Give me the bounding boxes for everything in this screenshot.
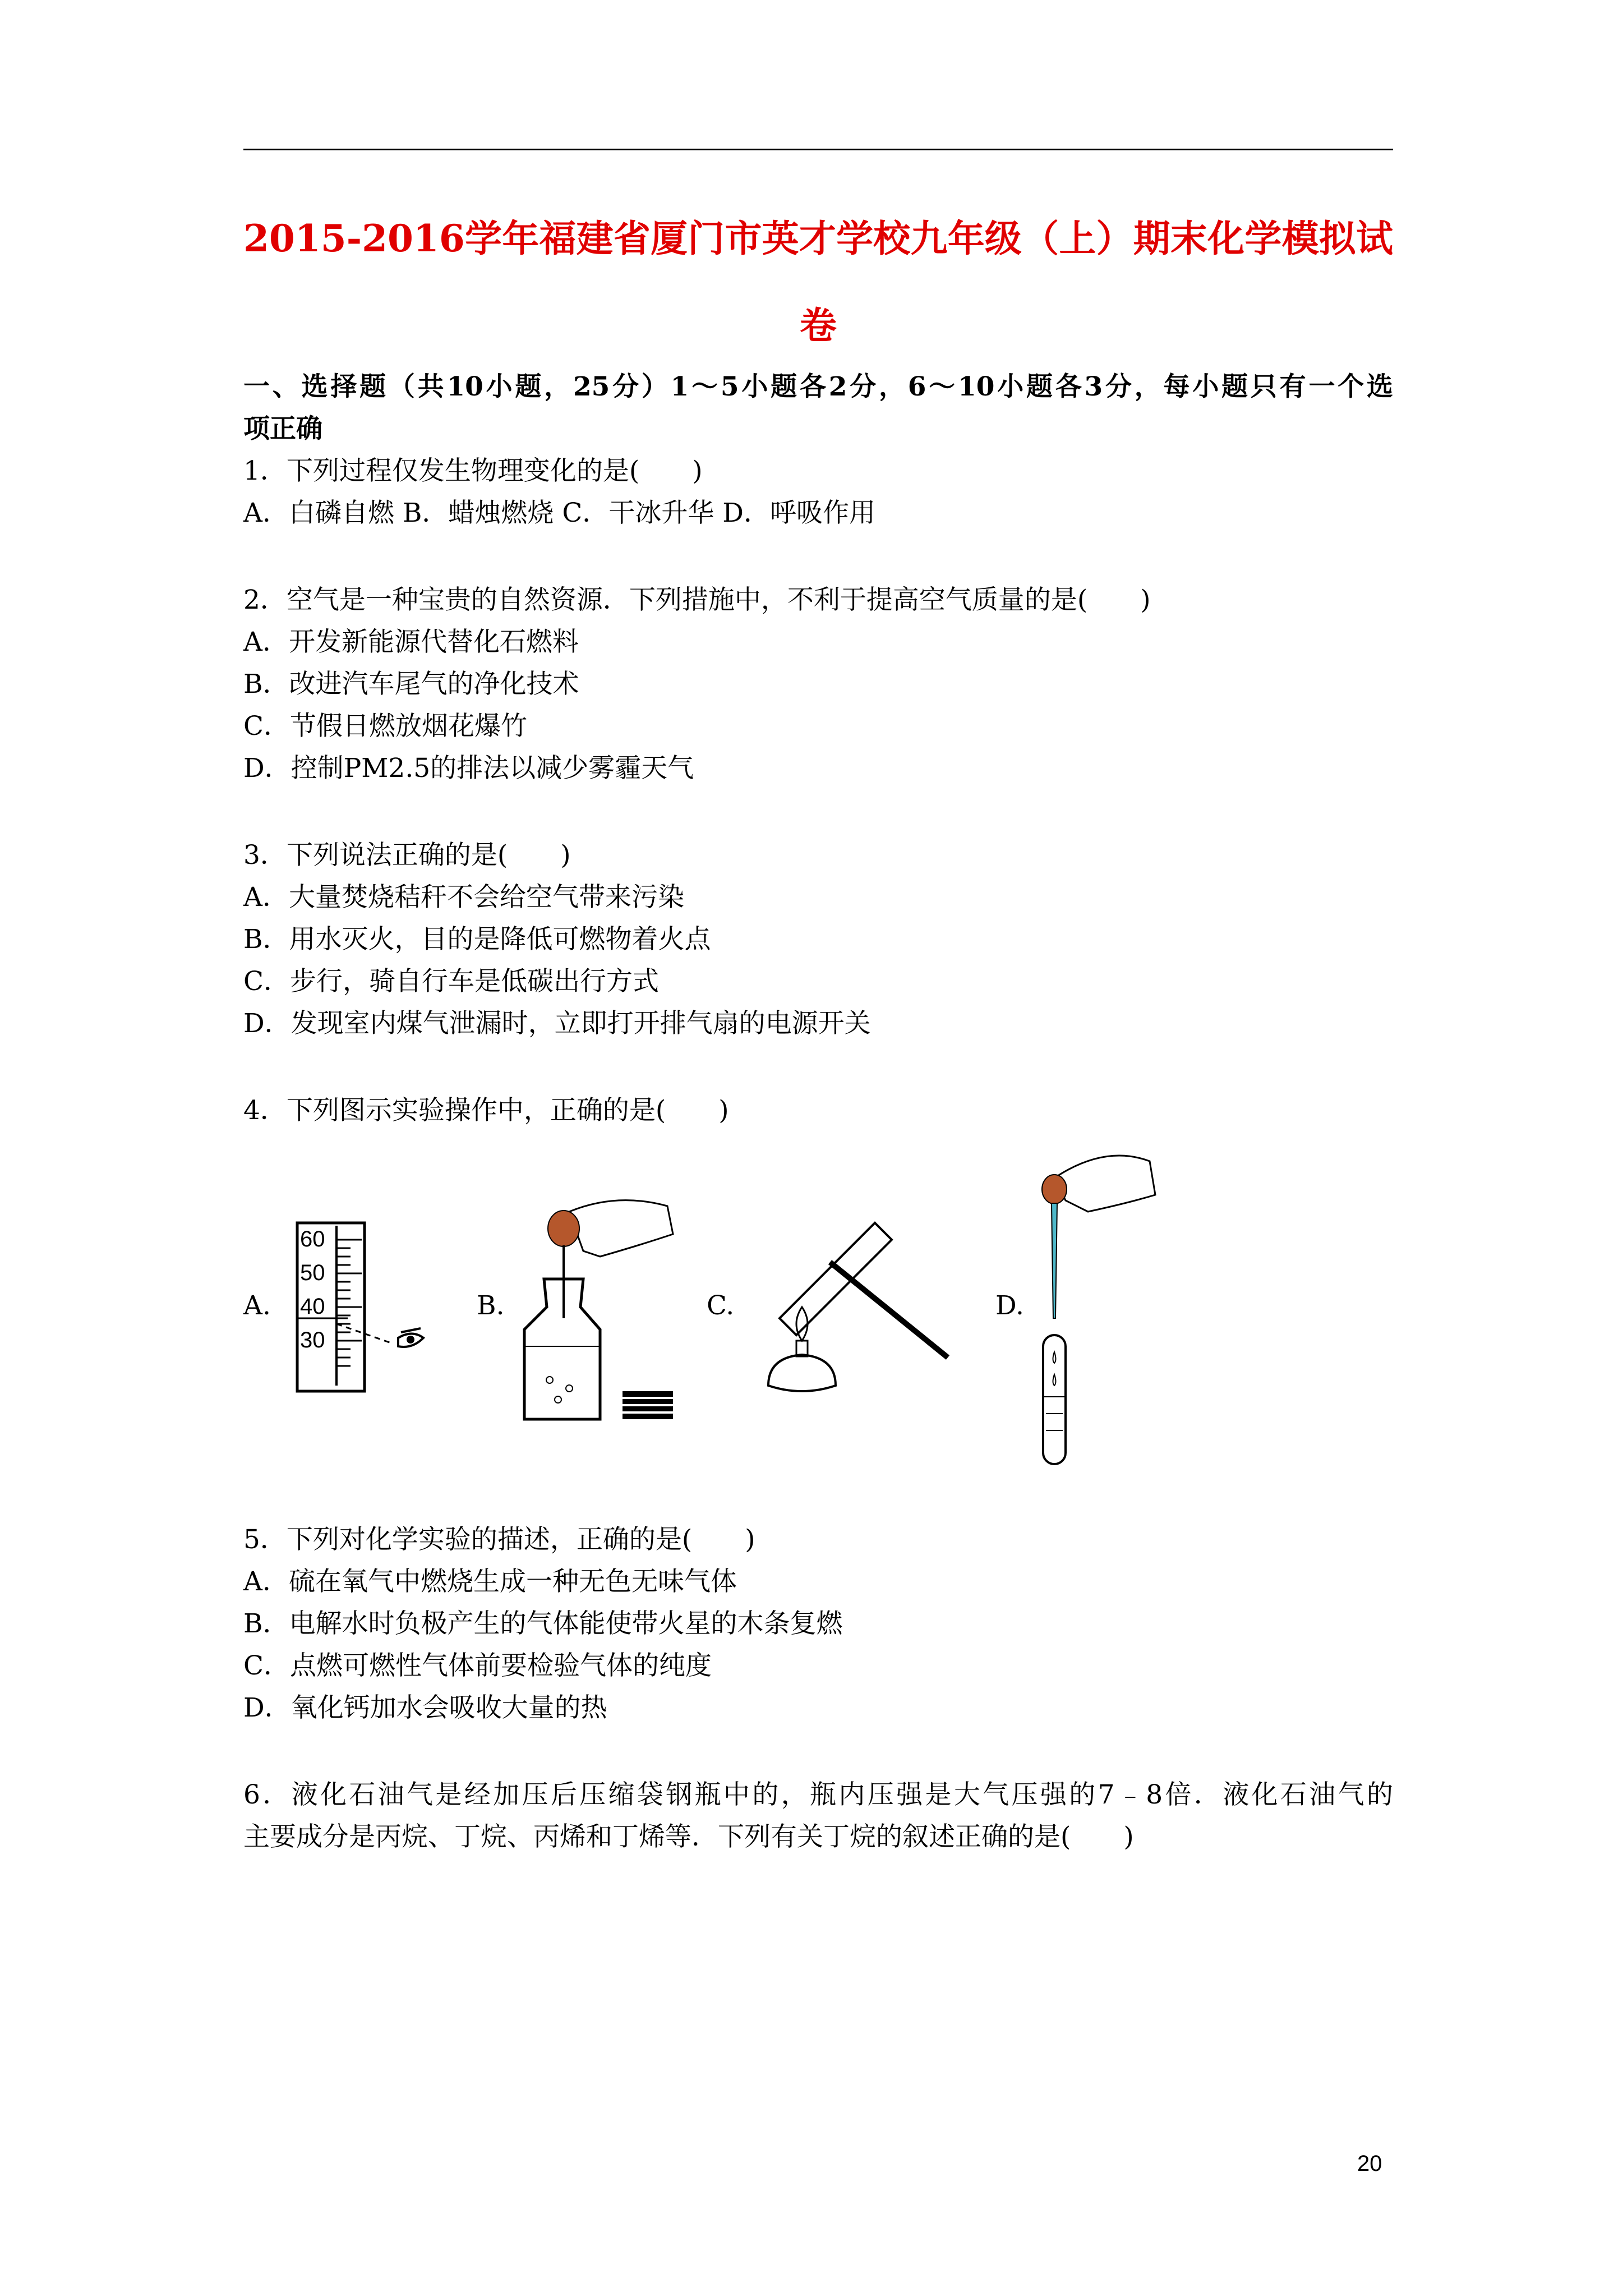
q2-stem: 2．空气是一种宝贵的自然资源．下列措施中，不利于提高空气质量的是( ): [243, 585, 1151, 615]
q4-cylinder-tick-30: 30: [300, 1328, 325, 1352]
q4-fig-label-a: A.: [243, 1290, 271, 1321]
q3-option-b: B．用水灭火，目的是降低可燃物着火点: [243, 924, 711, 955]
q2-option-a: A．开发新能源代替化石燃料: [243, 627, 579, 657]
q5-stem: 5．下列对化学实验的描述，正确的是( ): [243, 1524, 755, 1555]
q4-figure-b-bottle-dropper: [516, 1195, 684, 1430]
header-rule: [243, 149, 1393, 150]
q4-stem: 4．下列图示实验操作中，正确的是( ): [243, 1095, 729, 1126]
q5-option-d: D．氧化钙加水会吸收大量的热: [243, 1692, 607, 1723]
q6-line2: 主要成分是丙烷、丁烷、丙烯和丁烯等．下列有关丁烷的叙述正确的是( ): [243, 1821, 1134, 1852]
q5-option-a: A．硫在氧气中燃烧生成一种无色无味气体: [243, 1566, 737, 1597]
q4-cylinder-tick-60: 60: [300, 1227, 325, 1251]
exam-title-line2: 卷: [800, 303, 837, 347]
q2-option-d: D．控制PM2.5的排法以减少雾霾天气: [243, 753, 694, 784]
q4-figure-c-heating-tube: [746, 1217, 970, 1419]
section-heading-line1: 一、选择题（共10小题，25分）1～5小题各2分，6～10小题各3分，每小题只有一个选: [243, 371, 1393, 402]
q3-option-c: C．步行，骑自行车是低碳出行方式: [243, 966, 659, 997]
q5-option-b: B．电解水时负极产生的气体能使带火星的木条复燃: [243, 1608, 843, 1639]
exam-title-line1: 2015-2016学年福建省厦门市英才学校九年级（上）期末化学模拟试: [243, 217, 1393, 260]
q1-options: A．白磷自燃 B．蜡烛燃烧 C．干冰升华 D．呼吸作用: [243, 498, 875, 528]
q2-option-c: C．节假日燃放烟花爆竹: [243, 711, 527, 742]
q4-cylinder-tick-40: 40: [300, 1294, 325, 1319]
q6-line1: 6．液化石油气是经加压后压缩袋钢瓶中的，瓶内压强是大气压强的7﹣8倍．液化石油气的: [243, 1779, 1393, 1810]
q4-fig-label-c: C.: [707, 1290, 735, 1321]
q4-figure-d-dropper-tube: [1021, 1150, 1166, 1470]
q4-cylinder-tick-50: 50: [300, 1260, 325, 1285]
q3-option-a: A．大量焚烧秸秆不会给空气带来污染: [243, 882, 684, 913]
q3-option-d: D．发现室内煤气泄漏时，立即打开排气扇的电源开关: [243, 1008, 871, 1039]
q3-stem: 3．下列说法正确的是( ): [243, 840, 571, 871]
section-heading-line2: 项正确: [243, 413, 322, 444]
q4-fig-label-d: D.: [995, 1290, 1024, 1321]
q2-option-b: B．改进汽车尾气的净化技术: [243, 669, 579, 700]
q4-fig-label-b: B.: [477, 1290, 505, 1321]
page-number: 20: [1357, 2151, 1382, 2176]
q5-option-c: C．点燃可燃性气体前要检验气体的纯度: [243, 1650, 712, 1681]
q1-stem: 1．下列过程仅发生物理变化的是( ): [243, 455, 703, 486]
